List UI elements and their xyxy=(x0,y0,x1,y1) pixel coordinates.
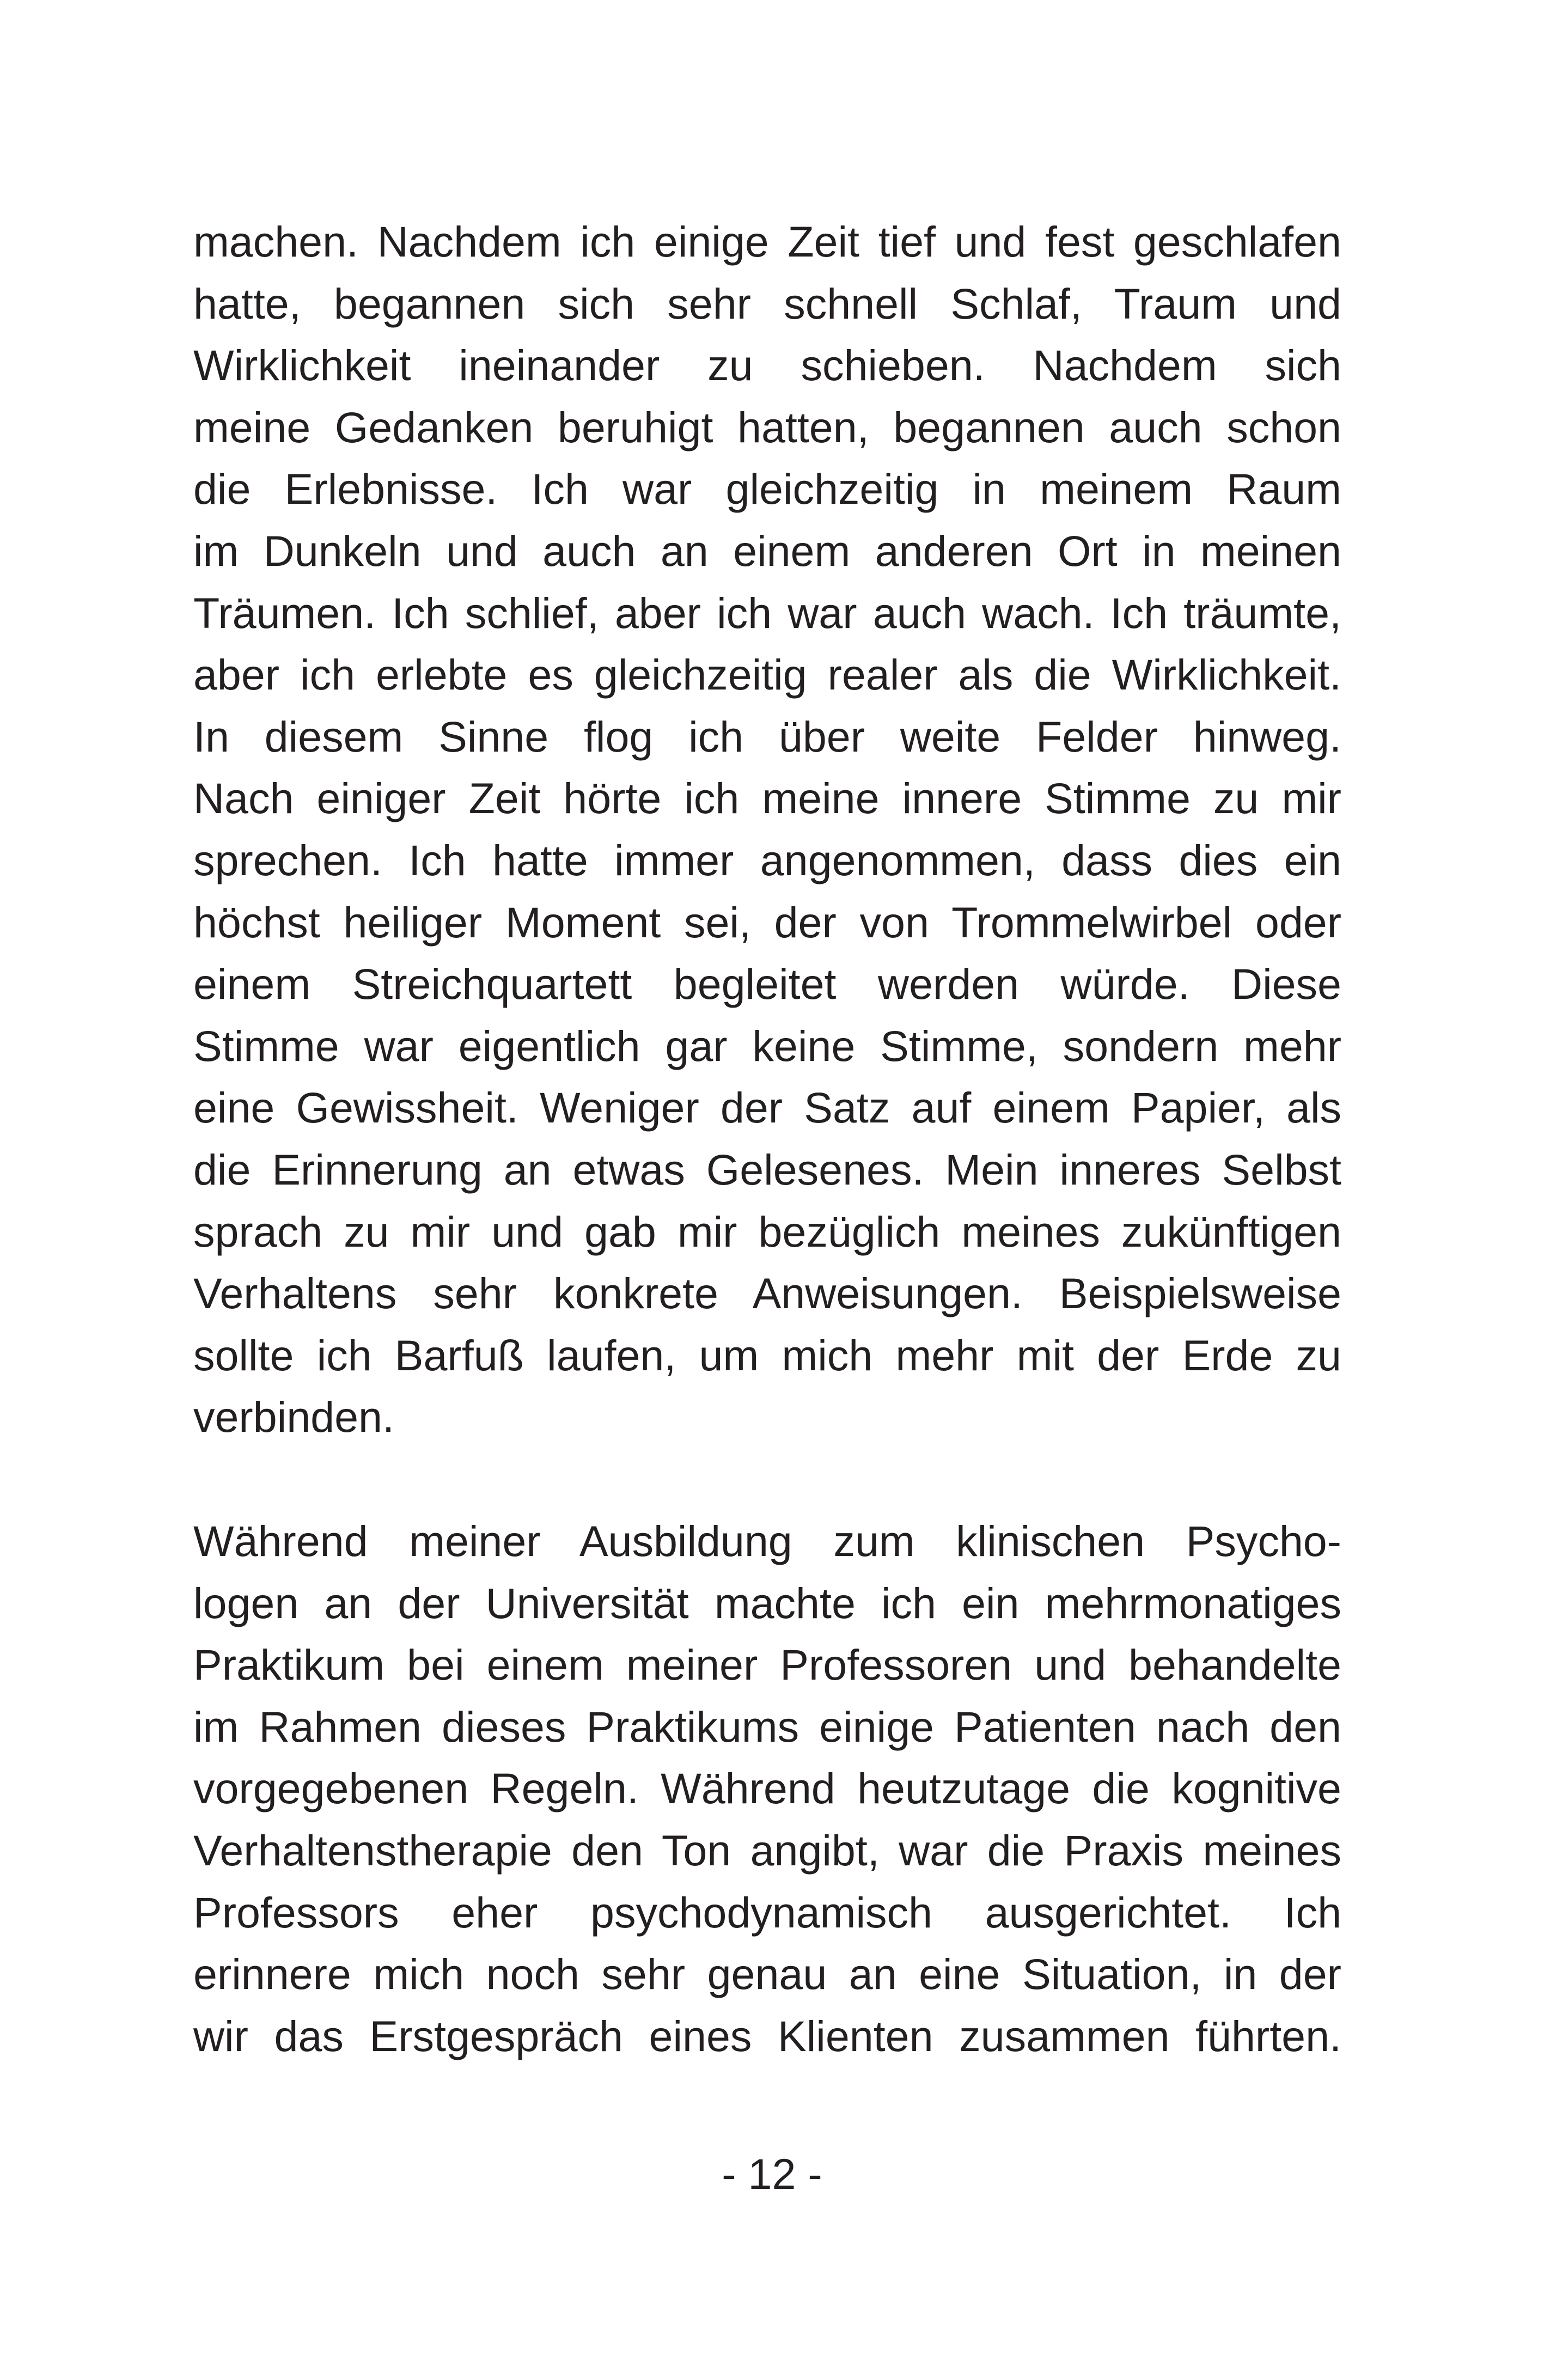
text-line: im Rahmen dieses Praktikums einige Patienten nach den xyxy=(193,1702,1341,1751)
text-line: Stimme war eigentlich gar keine Stimme, sondern mehr xyxy=(193,1021,1341,1070)
text-line: sprach zu mir und gab mir bezüglich meines zukünftigen xyxy=(193,1207,1341,1256)
text-line: höchst heiliger Moment sei, der von Trommelwirbel oder xyxy=(193,898,1341,947)
text-line: einem Streichquartett begleitet werden würde. Diese xyxy=(193,960,1341,1009)
text-line: In diesem Sinne flog ich über weite Felder hinweg. xyxy=(193,712,1341,761)
text-line: logen an der Universität machte ich ein mehrmonatiges xyxy=(193,1578,1341,1627)
text-line: Professors eher psychodynamisch ausgerichtet. Ich xyxy=(193,1888,1341,1937)
text-line: Träumen. Ich schlief, aber ich war auch wach. Ich träumte, xyxy=(193,588,1341,637)
text-line: verbinden. xyxy=(193,1393,394,1442)
text-line: die Erlebnisse. Ich war gleichzeitig in meinem Raum xyxy=(193,465,1341,514)
paragraph-1 xyxy=(193,211,1341,1448)
text-line: Verhaltenstherapie den Ton angibt, war die Praxis meines xyxy=(193,1826,1341,1875)
text-line: sprechen. Ich hatte immer angenommen, dass dies ein xyxy=(193,835,1341,884)
paragraph-2 xyxy=(193,1510,1341,2067)
page-number: - 12 - xyxy=(722,2150,822,2198)
text-line: hatte, begannen sich sehr schnell Schlaf, Traum und xyxy=(193,279,1341,328)
text-line: erinnere mich noch sehr genau an eine Situation, in der xyxy=(193,1950,1341,1999)
text-line: vorgegebenen Regeln. Während heutzutage die kognitive xyxy=(193,1764,1341,1813)
text-line: im Dunkeln und auch an einem anderen Ort in meinen xyxy=(193,526,1341,575)
text-line: eine Gewissheit. Weniger der Satz auf einem Papier, als xyxy=(193,1083,1341,1132)
text-line: Nach einiger Zeit hörte ich meine innere Stimme zu mir xyxy=(193,774,1341,823)
text-line: Praktikum bei einem meiner Professoren und behandelte xyxy=(193,1640,1341,1689)
text-line: meine Gedanken beruhigt hatten, begannen auch schon xyxy=(193,402,1341,451)
text-line: Verhaltens sehr konkrete Anweisungen. Beispielsweise xyxy=(193,1269,1341,1318)
text-line: wir das Erstgespräch eines Klienten zusammen führten. xyxy=(193,2011,1341,2060)
text-line: Während meiner Ausbildung zum klinischen Psycho- xyxy=(193,1517,1341,1565)
text-line: die Erinnerung an etwas Gelesenes. Mein inneres Selbst xyxy=(193,1145,1341,1194)
text-line: sollte ich Barfuß laufen, um mich mehr mit der Erde zu xyxy=(193,1331,1341,1380)
text-line: aber ich erlebte es gleichzeitig realer als die Wirklichkeit. xyxy=(193,650,1341,699)
text-line: Wirklichkeit ineinander zu schieben. Nachdem sich xyxy=(193,341,1341,390)
text-line: machen. Nachdem ich einige Zeit tief und fest geschlafen xyxy=(193,217,1341,266)
